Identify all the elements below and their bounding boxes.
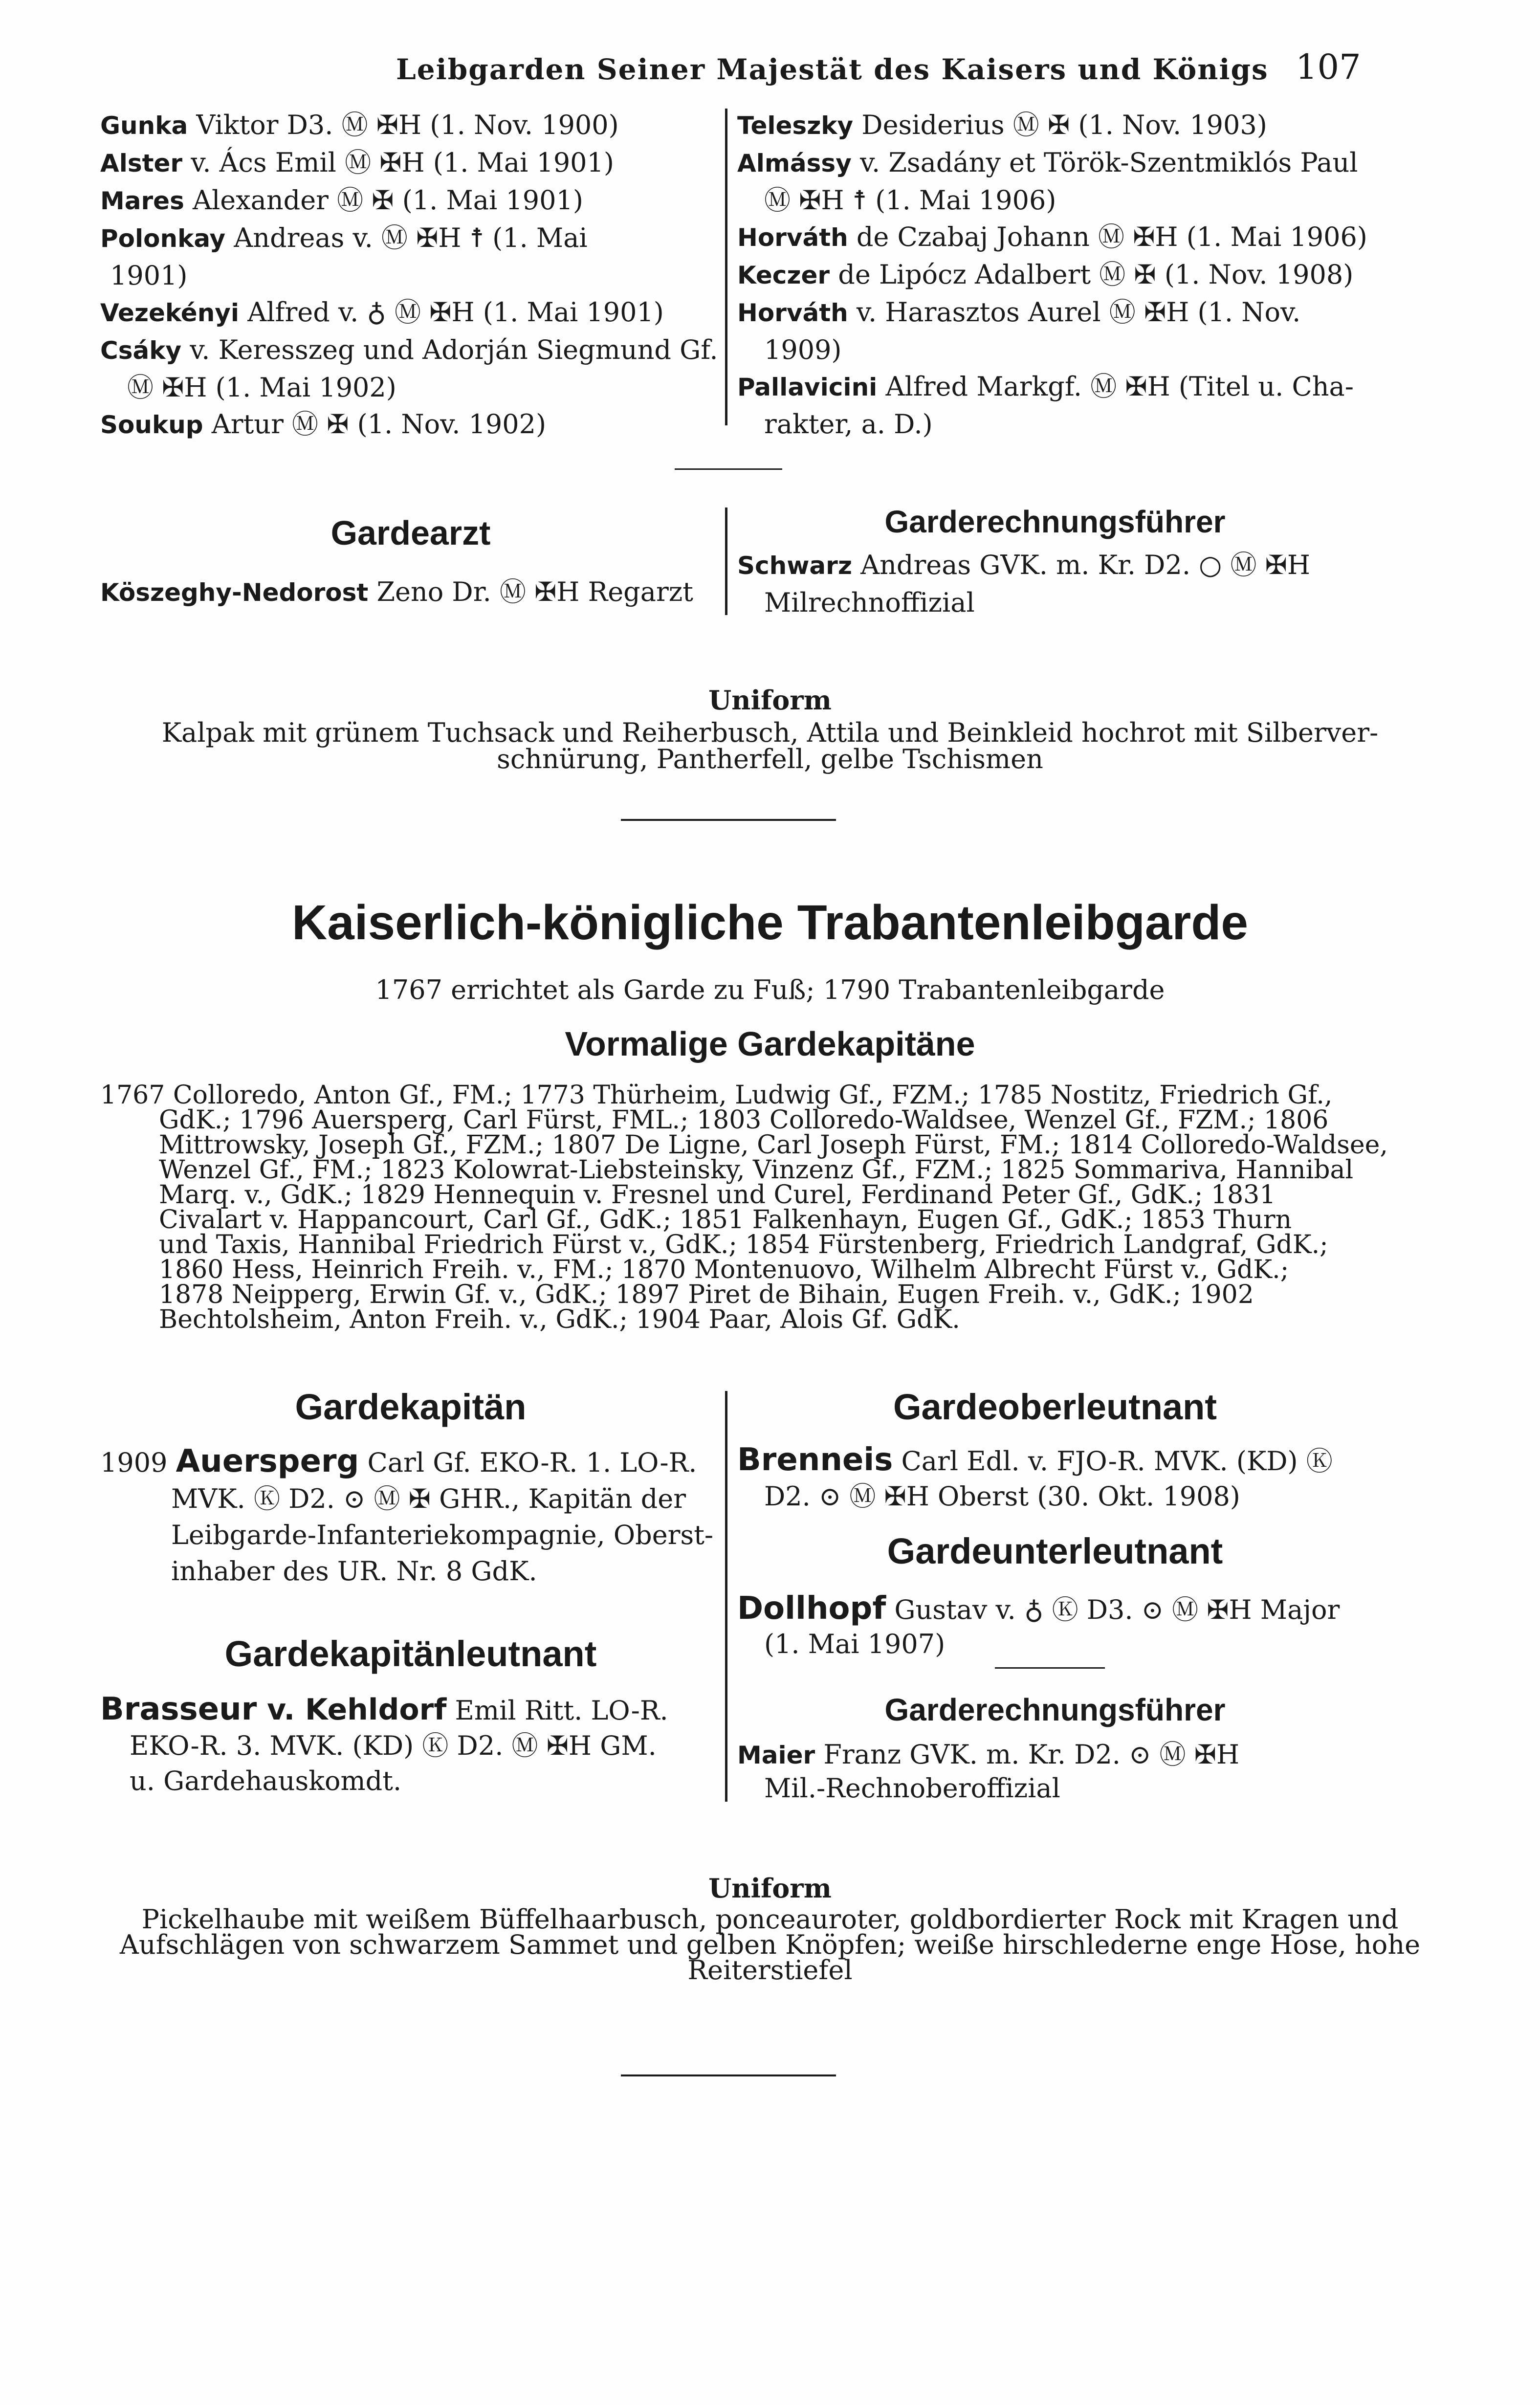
section-heading-gardearzt: Gardearzt: [330, 514, 491, 552]
page-number: 107: [1296, 47, 1361, 87]
column-divider: [725, 109, 727, 425]
column-divider: [725, 507, 727, 615]
list-item: Mares Alexander Ⓜ ✠ (1. Mai 1901): [100, 185, 583, 216]
section-heading-garderechnungsfuehrer: Garderechnungsführer: [884, 504, 1226, 539]
list-item-continuation: rakter, a. D.): [764, 409, 933, 440]
upper-right-column: [737, 107, 1373, 442]
list-item: Horváth v. Harasztos Aurel Ⓜ ✠H (1. Nov.: [737, 297, 1301, 328]
gardekapitaen-entry: 1909 Auersperg Carl Gf. EKO-R. 1. LO-R. MVK. Ⓚ D2. ⊙ Ⓜ ✠ GHR., Kapitän der Leibgarde-Infanteriekompagnie, Oberst- inhaber des UR. Nr. 8 GdK.: [100, 1443, 714, 1587]
divider-rule: [995, 1667, 1105, 1669]
list-item: Polonkay Andreas v. Ⓜ ✠H ☨ (1. Mai: [100, 222, 588, 253]
section-heading-gardekapitaen: Gardekapitän: [295, 1387, 527, 1427]
upper-left-column: [100, 107, 721, 443]
list-item: Gunka Viktor D3. Ⓜ ✠H (1. Nov. 1900): [100, 110, 619, 140]
list-item: Keczer de Lipócz Adalbert Ⓜ ✠ (1. Nov. 1908): [737, 259, 1354, 290]
uniform-heading-2: Uniform: [708, 1873, 832, 1904]
subtitle: 1767 errichtet als Garde zu Fuß; 1790 Trabantenleibgarde: [375, 974, 1165, 1005]
list-item: Pallavicini Alfred Markgf. Ⓜ ✠H (Titel u. Cha-: [737, 371, 1354, 402]
section-heading-gardekapitaenleutnant: Gardekapitänleutnant: [224, 1633, 597, 1674]
section-heading-gardeoberleutnant: Gardeoberleutnant: [893, 1387, 1217, 1427]
list-item-continuation: Ⓜ ✠H (1. Mai 1902): [127, 372, 396, 403]
uniform-description-2: Pickelhaube mit weißem Büffelhaarbusch, ponceauroter, goldbordierter Rock mit Kragen und Aufschlägen von schwarzem Sammet und gelben Knöpfen; weiße hirschlederne enge Hose, hohe Reiterstiefel: [119, 1904, 1421, 1986]
garderechnungsfuehrer-entry: Schwarz Andreas GVK. m. Kr. D2. ○ Ⓜ ✠H Milrechnoffizial: [737, 550, 1310, 618]
list-item-continuation: Ⓜ ✠H ☨ (1. Mai 1906): [764, 185, 1056, 216]
divider-rule: [621, 819, 836, 821]
list-item: Almássy v. Zsadány et Török-Szentmiklós Paul: [737, 147, 1358, 178]
column-divider: [725, 1391, 727, 1802]
list-item: Alster v. Ács Emil Ⓜ ✠H (1. Mai 1901): [100, 147, 614, 178]
section-heading-garderechnungsfuehrer-2: Garderechnungsführer: [884, 1692, 1226, 1727]
vormalige-list: 1767 Colloredo, Anton Gf., FM.; 1773 Thürheim, Ludwig Gf., FZM.; 1785 Nostitz, Friedrich Gf., GdK.; 1796 Auersperg, Carl Fürst, FML.; 1803 Colloredo-Waldsee, Wenzel Gf., FZM.; 1806 Mittrowsky, Joseph Gf., FZM.; 1807 De Ligne, Carl Joseph Fürst, FM.; 1814 Colloredo-Waldsee, Wenzel Gf., FM.; 1823 Kolowrat-Liebsteinsky, Vinzenz Gf., FZM.; 1825 Sommariva, Hannibal Marq. v., GdK.; 1829 Hennequin v. Fresnel und Curel, Ferdinand Peter Gf., GdK.; 1831 Civalart v. Happancourt, Carl Gf., GdK.; 1851 Falkenhayn, Eugen Gf., GdK.; 1853 Thurn und Taxis, Hannibal Friedrich Fürst v., GdK.; 1854 Fürstenberg, Friedrich Landgraf, GdK.; 1860 Hess, Heinrich Freih. v., FM.; 1870 Montenuovo, Wilhelm Albrecht Fürst v., GdK.; 1878 Neipperg, Erwin Gf. v., GdK.; 1897 Piret de Bihain, Eugen Freih. v., GdK.; 1902 Bechtolsheim, Anton Freih. v., GdK.; 1904 Paar, Alois Gf. GdK.: [100, 1081, 1388, 1334]
running-header: Leibgarden Seiner Majestät des Kaisers und Königs: [396, 53, 1269, 86]
uniform-heading: Uniform: [708, 684, 832, 716]
list-item: Csáky v. Keresszeg und Adorján Siegmund Gf.: [100, 334, 718, 365]
page-title: Kaiserlich-königliche Trabantenleibgarde: [291, 895, 1249, 950]
gardearzt-entry: Köszeghy-Nedorost Zeno Dr. Ⓜ ✠H Regarzt: [100, 576, 693, 607]
divider-rule: [675, 468, 782, 470]
list-item: Horváth de Czabaj Johann Ⓜ ✠H (1. Mai 1906): [737, 221, 1367, 252]
list-item: Vezekényi Alfred v. ♁ Ⓜ ✠H (1. Mai 1901): [100, 297, 664, 328]
list-item-continuation: 1909): [764, 334, 842, 365]
divider-rule: [621, 2074, 836, 2076]
garderechnungsfuehrer-2-entry: Maier Franz GVK. m. Kr. D2. ⊙ Ⓜ ✠H Mil.-Rechnoberoffizial: [737, 1739, 1240, 1804]
gardeunterleutnant-entry: Dollhopf Gustav v. ♁ Ⓚ D3. ⊙ Ⓜ ✠H Major (1. Mai 1907): [737, 1590, 1340, 1659]
section-heading-gardeunterleutnant: Gardeunterleutnant: [887, 1531, 1223, 1571]
gardekapitaenleutnant-entry: Brasseur v. Kehldorf Emil Ritt. LO-R. EKO-R. 3. MVK. (KD) Ⓚ D2. Ⓜ ✠H GM. u. Gardehauskomdt.: [100, 1691, 668, 1796]
uniform-description: Kalpak mit grünem Tuchsack und Reiherbusch, Attila und Beinkleid hochrot mit Silberver- schnürung, Pantherfell, gelbe Tschismen: [161, 717, 1379, 774]
list-item: Soukup Artur Ⓜ ✠ (1. Nov. 1902): [100, 409, 547, 440]
list-item-continuation: 1901): [110, 260, 188, 291]
section-heading-vormalige: Vormalige Gardekapitäne: [565, 1025, 975, 1063]
gardeoberleutnant-entry: Brenneis Carl Edl. v. FJO-R. MVK. (KD) Ⓚ D2. ⊙ Ⓜ ✠H Oberst (30. Okt. 1908): [737, 1442, 1333, 1512]
list-item: Teleszky Desiderius Ⓜ ✠ (1. Nov. 1903): [737, 110, 1267, 140]
